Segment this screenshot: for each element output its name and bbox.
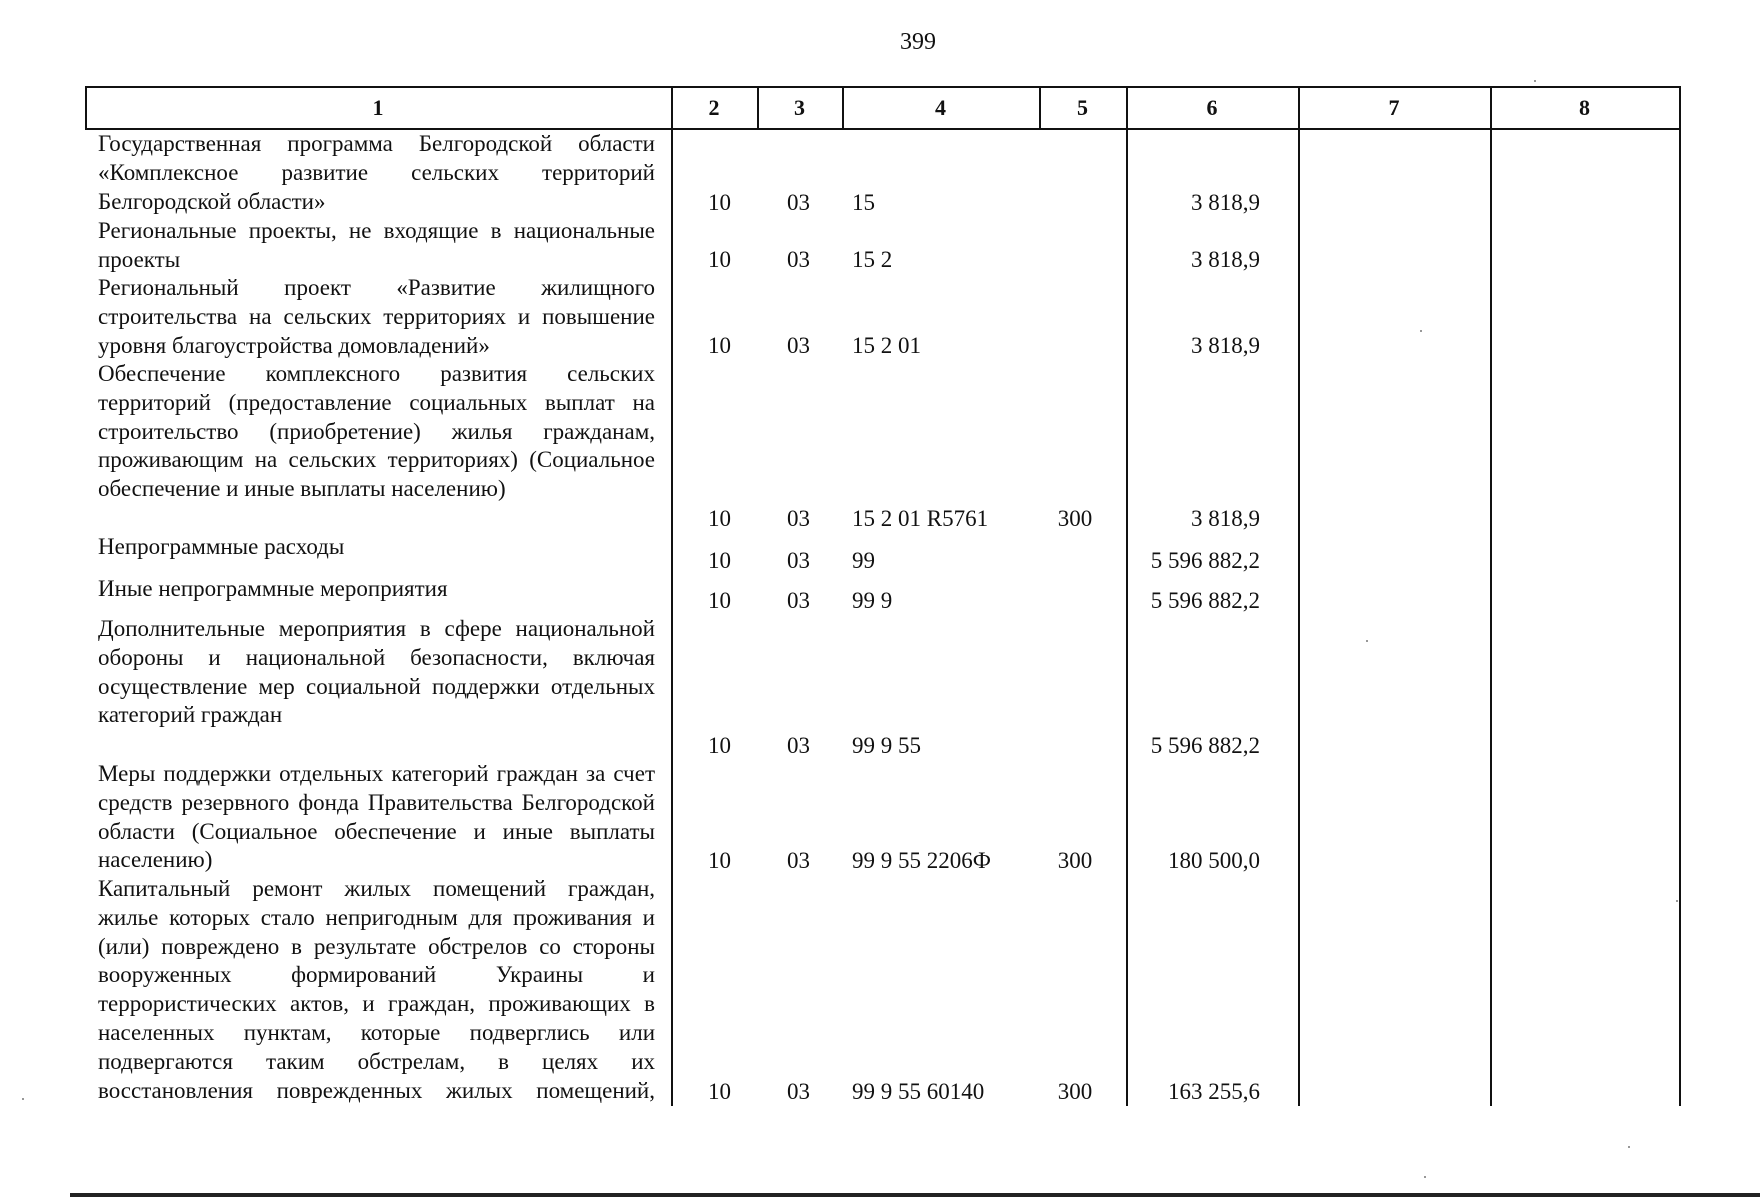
page-number: 399 xyxy=(900,29,936,55)
row-description: Обеспечение комплексного развития сельских территорий (предоставление социальных выплат на строительство (приобретение) жилья гражданам, проживающим на сельских территориях) (Социальное обеспечение и иные выплаты населению) xyxy=(98,361,655,502)
scan-speck xyxy=(1534,80,1536,82)
row-amount: 3 818,9 xyxy=(1191,506,1260,531)
table-row xyxy=(85,360,1681,533)
row-amount: 180 500,0 xyxy=(1168,848,1260,873)
table-row xyxy=(85,575,1681,615)
row-subsection-code: 03 xyxy=(787,247,810,272)
row-amount: 5 596 882,2 xyxy=(1150,588,1260,613)
row-target-code: 99 9 xyxy=(852,588,893,613)
page-bottom-rule xyxy=(70,1193,1760,1197)
row-section-code: 10 xyxy=(708,1079,731,1104)
row-target-code: 15 xyxy=(852,190,875,215)
header-col-5: 5 xyxy=(1077,95,1088,120)
row-description: Государственная программа Белгородской области «Комплексное развитие сельских территорий Белгородской области» xyxy=(98,131,655,214)
scan-speck xyxy=(1420,330,1422,332)
row-description: Капитальный ремонт жилых помещений граждан, жилье которых стало непригодным для проживания и (или) повреждено в результате обстрелов со стороны вооруженных формирований Украины и террористических актов, и граждан, проживающих в населенных пунктам, которые подверглись или подвергаются таким обстрелам, в целях их восстановления поврежденных жилых помещений, xyxy=(98,876,655,1103)
row-subsection-code: 03 xyxy=(787,190,810,215)
row-section-code: 10 xyxy=(708,506,731,531)
row-section-code: 10 xyxy=(708,588,731,613)
row-section-code: 10 xyxy=(708,733,731,758)
row-expense-type: 300 xyxy=(1057,1079,1093,1104)
header-col-6: 6 xyxy=(1206,95,1218,120)
row-subsection-code: 03 xyxy=(787,333,810,358)
row-section-code: 10 xyxy=(708,333,731,358)
scan-speck xyxy=(22,1098,24,1100)
budget-table xyxy=(85,86,1681,1106)
row-description: Дополнительные мероприятия в сфере национальной обороны и национальной безопасности, включая осуществление мер социальной поддержки отдельных категорий граждан xyxy=(98,616,655,728)
row-subsection-code: 03 xyxy=(787,733,810,758)
header-col-7: 7 xyxy=(1388,95,1400,120)
row-subsection-code: 03 xyxy=(787,848,810,873)
table-row xyxy=(85,875,1681,1106)
scan-speck xyxy=(1628,1146,1630,1148)
scan-speck xyxy=(1424,1176,1426,1178)
row-expense-type: 300 xyxy=(1057,848,1093,873)
row-section-code: 10 xyxy=(708,190,731,215)
row-expense-type: 300 xyxy=(1057,506,1093,531)
row-amount: 163 255,6 xyxy=(1168,1079,1260,1104)
header-col-3: 3 xyxy=(794,95,805,120)
row-target-code: 99 xyxy=(852,548,875,573)
row-target-code: 99 9 55 60140 xyxy=(852,1079,985,1104)
scan-speck xyxy=(1676,900,1678,902)
row-subsection-code: 03 xyxy=(787,1079,810,1104)
row-description: Иные непрограммные мероприятия xyxy=(98,576,448,601)
row-section-code: 10 xyxy=(708,247,731,272)
row-target-code: 15 2 xyxy=(852,247,893,272)
table-row xyxy=(85,274,1681,360)
table-row xyxy=(85,615,1681,760)
row-amount: 5 596 882,2 xyxy=(1150,548,1260,573)
row-subsection-code: 03 xyxy=(787,548,810,573)
header-col-1: 1 xyxy=(372,95,384,120)
table-row xyxy=(85,217,1681,274)
row-amount: 3 818,9 xyxy=(1191,247,1260,272)
row-amount: 3 818,9 xyxy=(1191,333,1260,358)
table-row xyxy=(85,130,1681,217)
row-description: Непрограммные расходы xyxy=(98,534,345,559)
row-target-code: 15 2 01 xyxy=(852,333,921,358)
header-col-4: 4 xyxy=(935,95,946,120)
row-target-code: 15 2 01 R5761 xyxy=(852,506,989,531)
row-amount: 5 596 882,2 xyxy=(1150,733,1260,758)
row-description: Меры поддержки отдельных категорий граждан за счет средств резервного фонда Правительства Белгородской области (Социальное обеспечение и иные выплаты населению) xyxy=(98,761,655,873)
row-description: Региональный проект «Развитие жилищного строительства на сельских территориях и повышение уровня благоустройства домовладений» xyxy=(98,275,655,358)
table-row xyxy=(85,533,1681,575)
row-description: Региональные проекты, не входящие в национальные проекты xyxy=(98,218,655,272)
header-col-2: 2 xyxy=(708,95,720,120)
row-subsection-code: 03 xyxy=(787,506,810,531)
row-section-code: 10 xyxy=(708,548,731,573)
row-amount: 3 818,9 xyxy=(1191,190,1260,215)
scan-speck xyxy=(1366,640,1368,642)
row-section-code: 10 xyxy=(708,848,731,873)
row-target-code: 99 9 55 xyxy=(852,733,921,758)
row-target-code: 99 9 55 2206Ф xyxy=(852,848,991,873)
table-row xyxy=(85,760,1681,875)
row-subsection-code: 03 xyxy=(787,588,810,613)
header-col-8: 8 xyxy=(1579,95,1590,120)
